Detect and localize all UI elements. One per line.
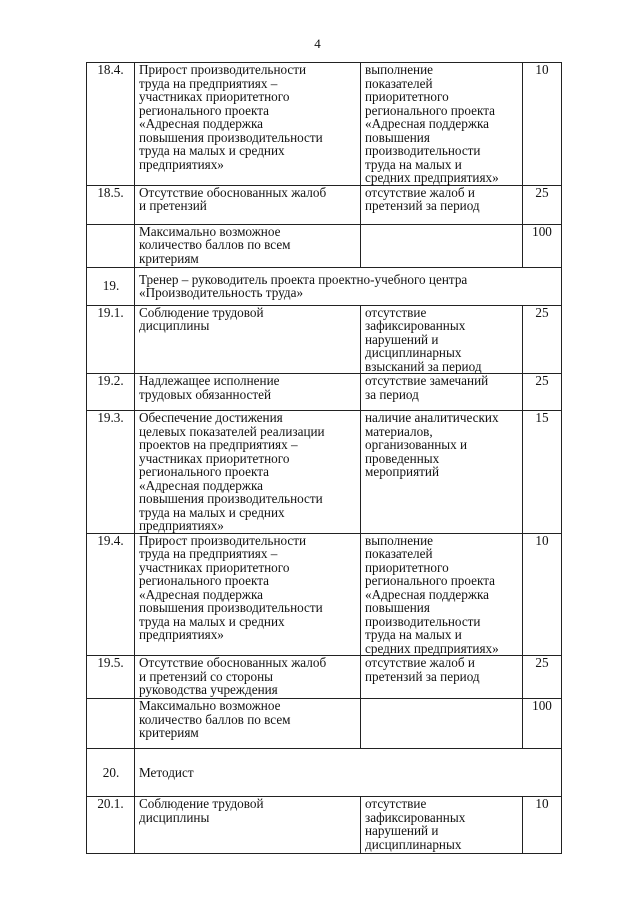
indicator-cell [361,699,523,749]
criterion-cell: Максимально возможное количество баллов по всем критериям [135,224,361,267]
criterion-cell: Прирост производительности труда на предприятиях – участниках приоритетного регионального проекта «Адресная поддержка повышения производительности труда на малых и средних предприятиях» [135,63,361,186]
indicator-cell: отсутствие зафиксированных нарушений и дисциплинарных взысканий за период [361,305,523,374]
section-row [87,267,562,305]
criterion-cell: Соблюдение трудовой дисциплины [135,305,361,374]
table-row [87,656,562,699]
section-row [87,749,562,797]
criterion-cell: Обеспечение достижения целевых показателей реализации проектов на предприятиях – участниках приоритетного регионального проекта «Адресная поддержка повышения производительности труда на малых и средних предприятиях» [135,411,361,534]
criterion-cell: Отсутствие обоснованных жалоб и претензий со стороны руководства учреждения [135,656,361,699]
table-row [87,797,562,854]
points-cell: 15 [523,411,562,534]
points-cell: 100 [523,224,562,267]
points-cell: 25 [523,374,562,411]
table-row-total [87,699,562,749]
criterion-cell: Отсутствие обоснованных жалоб и претензий [135,185,361,224]
item-number: 19.1. [87,305,135,374]
indicator-cell: наличие аналитических материалов, организованных и проведенных мероприятий [361,411,523,534]
criterion-cell: Надлежащее исполнение трудовых обязанностей [135,374,361,411]
indicator-cell: выполнение показателей приоритетного регионального проекта «Адресная поддержка повышения производительности труда на малых и средних предприятиях» [361,63,523,186]
table-row [87,533,562,656]
table-row-total [87,224,562,267]
indicator-cell: отсутствие замечаний за период [361,374,523,411]
table-row [87,374,562,411]
criterion-cell: Максимально возможное количество баллов по всем критериям [135,699,361,749]
section-number: 20. [87,749,135,797]
points-cell: 100 [523,699,562,749]
indicator-cell [361,224,523,267]
indicator-cell: выполнение показателей приоритетного регионального проекта «Адресная поддержка повышения производительности труда на малых и средних предприятиях» [361,533,523,656]
points-cell: 25 [523,656,562,699]
item-number: 19.3. [87,411,135,534]
points-cell: 10 [523,533,562,656]
page-number: 4 [314,36,321,51]
criterion-cell: Соблюдение трудовой дисциплины [135,797,361,854]
table-row [87,411,562,534]
table-row [87,305,562,374]
item-number: 20.1. [87,797,135,854]
item-number: 18.5. [87,185,135,224]
item-number: 19.2. [87,374,135,411]
points-cell: 25 [523,185,562,224]
indicator-cell: отсутствие жалоб и претензий за период [361,656,523,699]
points-cell: 10 [523,797,562,854]
item-number [87,699,135,749]
item-number: 19.4. [87,533,135,656]
item-number: 19.5. [87,656,135,699]
indicator-cell: отсутствие зафиксированных нарушений и дисциплинарных [361,797,523,854]
item-number [87,224,135,267]
indicator-cell: отсутствие жалоб и претензий за период [361,185,523,224]
table-row [87,63,562,186]
criteria-table [86,62,562,854]
section-number: 19. [87,267,135,305]
criterion-cell: Прирост производительности труда на предприятиях – участниках приоритетного регионального проекта «Адресная поддержка повышения производительности труда на малых и средних предприятиях» [135,533,361,656]
table-row [87,185,562,224]
section-title: Методист [135,749,562,797]
item-number: 18.4. [87,63,135,186]
points-cell: 25 [523,305,562,374]
section-title: Тренер – руководитель проекта проектно-учебного центра «Производительность труда» [135,267,562,305]
points-cell: 10 [523,63,562,186]
